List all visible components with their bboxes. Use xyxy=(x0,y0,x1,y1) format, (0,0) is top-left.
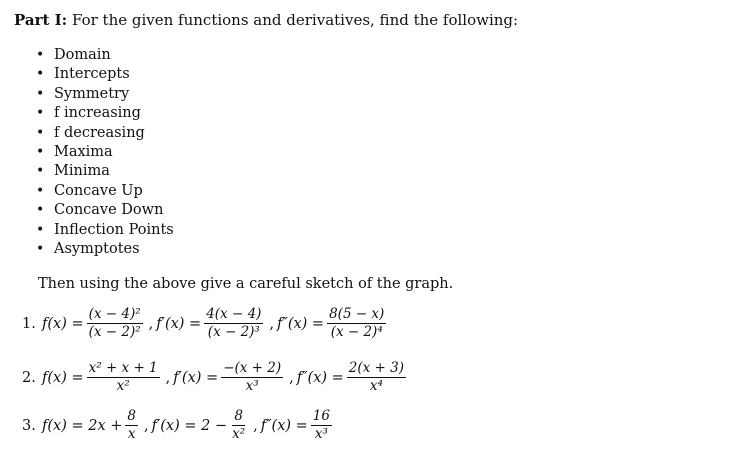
part-instructions: For the given functions and derivatives, find the following: xyxy=(71,11,519,29)
bullet-icon: • xyxy=(36,221,45,238)
fraction: $\frac{8(5 - x)}{\text{(x − 2)⁴}}$ xyxy=(329,306,385,340)
fraction: $\frac{8}{\text{x²}}$ xyxy=(232,408,246,442)
problem-2: 2. f(x) = $\frac{\text{x² + x + 1}}{\text{x²}}$ , f′(x) = $\frac{-(x + 2)}{\text{x³}}$ , f″(x) = $\frac{2(x + 3)}{\text{x⁴}}$ xyxy=(22,360,409,395)
list-item: • Asymptotes xyxy=(36,240,174,259)
list-item: • Symmetry xyxy=(36,85,174,104)
fraction: $\frac{-(x + 2)}{\text{x³}}$ xyxy=(223,360,282,394)
problem-1: 1. f(x) = $\frac{\text{(x − 4)²}}{\text{(x − 2)²}}$ , f′(x) = $\frac{4(x - 4)}{\text{(x − 2)³}}$ , f″(x) = $\frac{8(5 - x)}{\text{(x − 2)⁴}}$ xyxy=(22,306,389,341)
function-definition: f(x) = $\frac{\text{x² + x + 1}}{\text{x²}}$ xyxy=(42,360,158,394)
part-heading xyxy=(14,10,518,30)
fraction: $\frac{16}{\text{x³}}$ xyxy=(312,408,330,442)
bullet-icon: • xyxy=(36,66,45,83)
bullet-icon: • xyxy=(36,163,45,180)
list-item: • Inflection Points xyxy=(36,221,174,240)
list-item: • Concave Down xyxy=(36,201,174,220)
first-derivative: f′(x) = $\frac{-(x + 2)}{\text{x³}}$ xyxy=(173,360,282,394)
list-item: • Maxima xyxy=(36,143,174,162)
part-label: Part I: xyxy=(14,11,68,29)
fraction: $\frac{4(x - 4)}{\text{(x − 2)³}}$ xyxy=(206,306,262,340)
list-item: • Concave Up xyxy=(36,182,174,201)
list-item: • Minima xyxy=(36,162,174,181)
function-definition: f(x) = $\frac{\text{(x − 4)²}}{\text{(x − 2)²}}$ xyxy=(42,306,141,340)
list-item: • Domain xyxy=(36,46,174,65)
fraction: $\frac{\text{x² + x + 1}}{\text{x²}}$ xyxy=(88,360,158,394)
problem-number: 1. xyxy=(22,315,36,332)
second-derivative: f″(x) = $\frac{16}{\text{x³}}$ xyxy=(260,408,330,442)
second-derivative: f″(x) = $\frac{8(5 - x)}{\text{(x − 2)⁴}}$ xyxy=(277,306,385,340)
list-item: • Intercepts xyxy=(36,65,174,84)
fraction: $\frac{2(x + 3)}{\text{x⁴}}$ xyxy=(348,360,405,394)
bullet-icon: • xyxy=(36,124,45,141)
fraction: $\frac{8}{x}$ xyxy=(127,408,136,442)
second-derivative: f″(x) = $\frac{2(x + 3)}{\text{x⁴}}$ xyxy=(296,360,405,394)
first-derivative: f′(x) = 2 − $\frac{8}{\text{x²}}$ xyxy=(151,408,246,442)
bullet-icon: • xyxy=(36,144,45,161)
sketch-instruction: Then using the above give a careful sketch of the graph. xyxy=(38,276,454,292)
function-definition: f(x) = 2x + $\frac{8}{x}$ xyxy=(42,408,136,442)
bullet-icon: • xyxy=(36,105,45,122)
problem-number: 3. xyxy=(22,417,36,434)
fraction: $\frac{\text{(x − 4)²}}{\text{(x − 2)²}}$ xyxy=(88,306,141,340)
bullet-icon: • xyxy=(36,47,45,63)
bullet-icon: • xyxy=(36,202,45,219)
task-list xyxy=(36,46,174,259)
problem-3: 3. f(x) = 2x + $\frac{8}{x}$ , f′(x) = 2 − $\frac{8}{\text{x²}}$ , f″(x) = $\frac{16}{\text{x³}}$ xyxy=(22,408,335,443)
bullet-icon: • xyxy=(36,85,45,102)
bullet-icon: • xyxy=(36,241,45,258)
list-item: • f decreasing xyxy=(36,124,174,143)
list-item: • f increasing xyxy=(36,104,174,123)
problem-number: 2. xyxy=(22,369,36,386)
bullet-icon: • xyxy=(36,182,45,199)
first-derivative: f′(x) = $\frac{4(x - 4)}{\text{(x − 2)³}}$ xyxy=(156,306,262,340)
